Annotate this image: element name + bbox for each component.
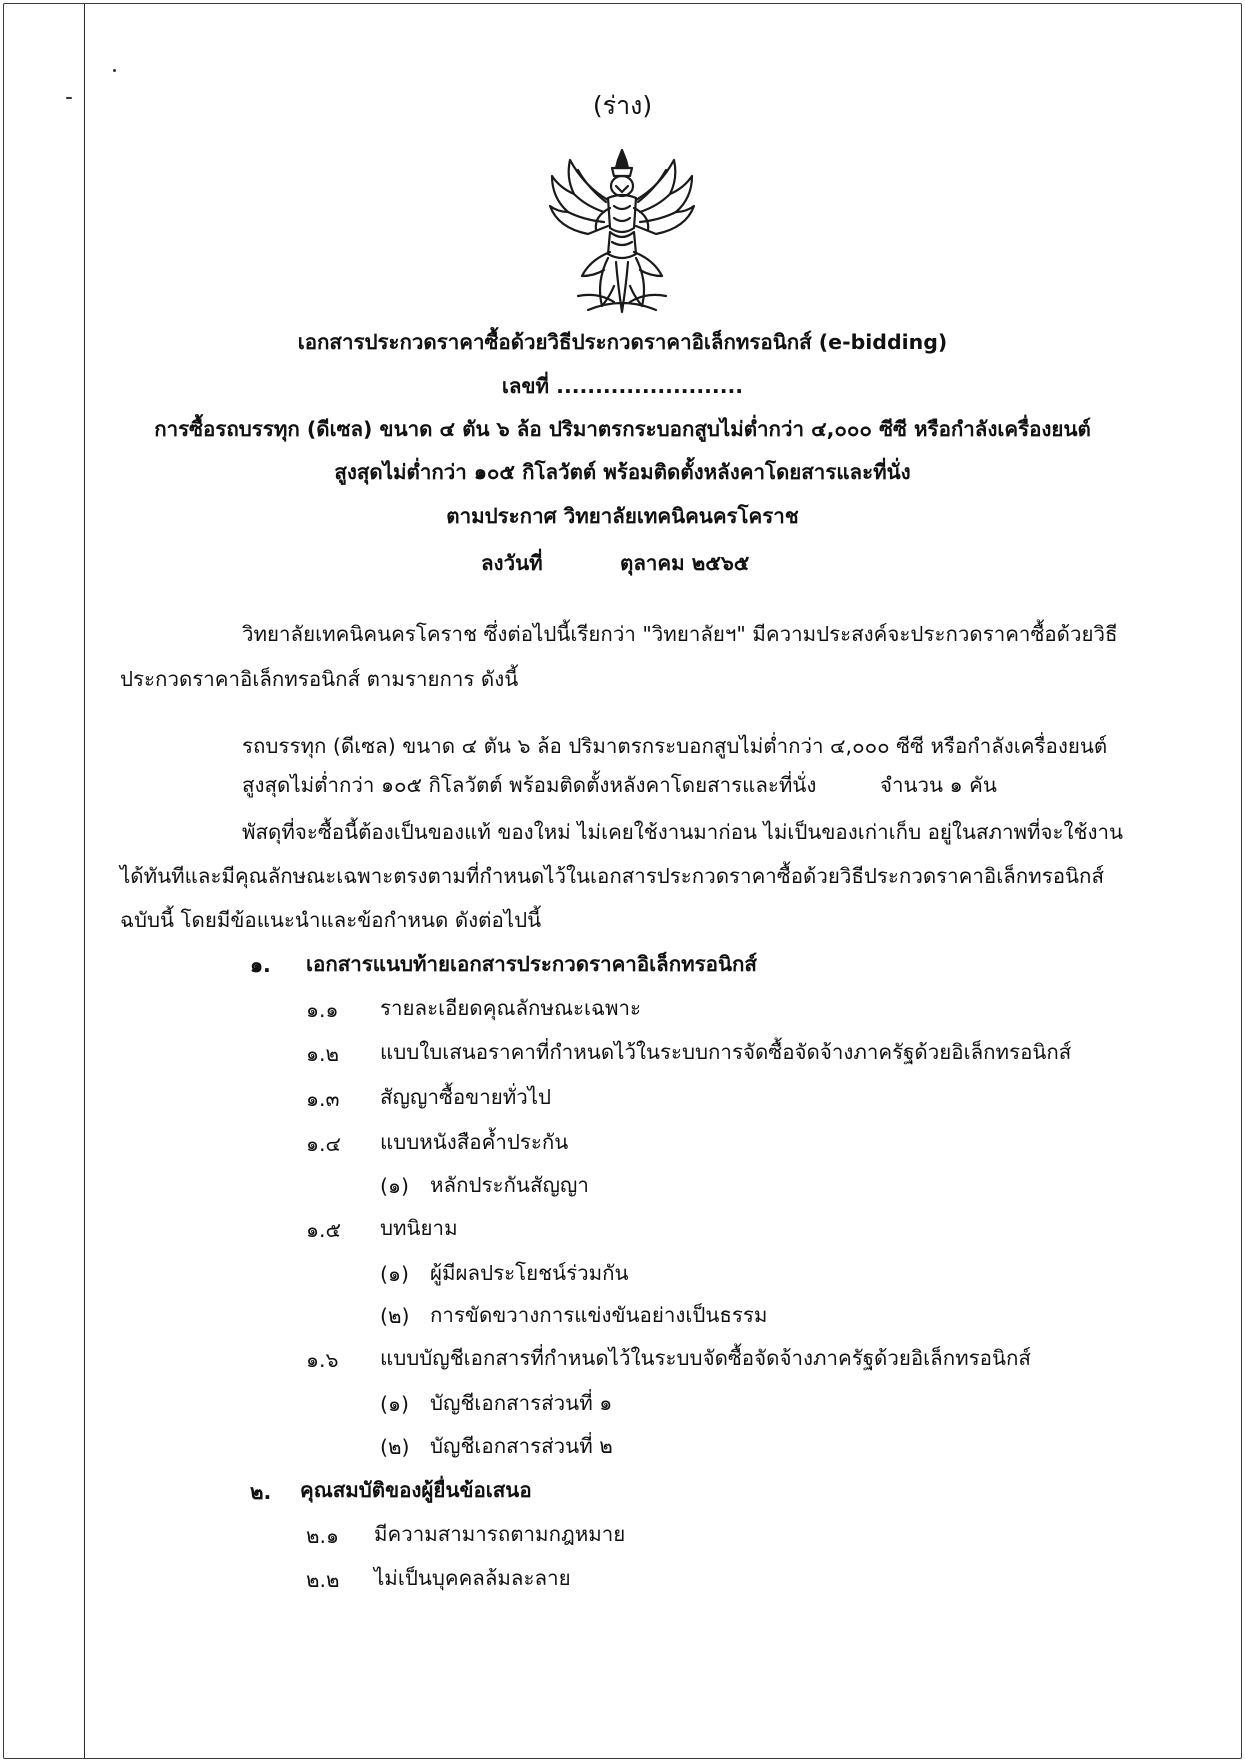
announcement-date: ตุลาคม ๒๕๖๕ <box>620 551 750 575</box>
document-title: เอกสารประกวดราคาซื้อด้วยวิธีประกวดราคาอิเล็กทรอนิกส์ (e-bidding) <box>297 330 948 354</box>
date-label: ลงวันที่ <box>481 551 543 575</box>
outline-number: (๑) <box>380 1174 410 1198</box>
item-description-line2: สูงสุดไม่ต่ำกว่า ๑๐๕ กิโลวัตต์ พร้อมติดตั้งหลังคาโดยสารและที่นั่ง <box>242 773 817 797</box>
outline-number: ๑. <box>250 953 271 977</box>
outline-item: สัญญาซื้อขายทั่วไป <box>380 1085 552 1109</box>
outline-subitem: บัญชีเอกสารส่วนที่ ๑ <box>430 1391 613 1415</box>
outline-item: แบบใบเสนอราคาที่กำหนดไว้ในระบบการจัดซื้อจัดจ้างภาครัฐด้วยอิเล็กทรอนิกส์ <box>380 1040 1072 1064</box>
garuda-emblem <box>538 146 706 320</box>
outline-number: ๒. <box>250 1480 272 1504</box>
margin-rule <box>84 4 85 1758</box>
outline-subitem: ผู้มีผลประโยชน์ร่วมกัน <box>430 1261 629 1285</box>
scan-speck <box>113 69 116 72</box>
intro-paragraph-line2: ประกวดราคาอิเล็กทรอนิกส์ ตามรายการ ดังนี้ <box>120 667 519 691</box>
announcement-reference: ตามประกาศ วิทยาลัยเทคนิคนครโคราช <box>446 504 799 528</box>
outline-item: แบบหนังสือค้ำประกัน <box>380 1130 569 1154</box>
item-quantity: จำนวน ๑ คัน <box>880 773 997 797</box>
outline-number: (๑) <box>380 1392 410 1416</box>
intro-paragraph-line1: วิทยาลัยเทคนิคนครโคราช ซึ่งต่อไปนี้เรียกว่า "วิทยาลัยฯ" มีความประสงค์จะประกวดราคาซื้อด้วยวิธี <box>242 622 1118 646</box>
procurement-subject-line1: การซื้อรถบรรทุก (ดีเซล) ขนาด ๔ ตัน ๖ ล้อ ปริมาตรกระบอกสูบไม่ต่ำกว่า ๔,๐๐๐ ซีซี หรือกำลังเครื่องยนต์ <box>154 417 1091 441</box>
outline-number: ๑.๒ <box>306 1042 340 1066</box>
outline-item: รายละเอียดคุณลักษณะเฉพาะ <box>380 996 642 1020</box>
outline-number: ๑.๕ <box>306 1218 342 1242</box>
outline-subitem: การขัดขวางการแข่งขันอย่างเป็นธรรม <box>430 1303 768 1327</box>
outline-number: ๒.๒ <box>306 1568 340 1592</box>
outline-number: (๒) <box>380 1304 410 1328</box>
procurement-subject-line2: สูงสุดไม่ต่ำกว่า ๑๐๕ กิโลวัตต์ พร้อมติดตั้งหลังคาโดยสารและที่นั่ง <box>334 460 911 484</box>
outline-number: ๑.๔ <box>306 1132 342 1156</box>
outline-number: ๑.๓ <box>306 1087 340 1111</box>
outline-number: (๒) <box>380 1435 410 1459</box>
outline-subitem: บัญชีเอกสารส่วนที่ ๒ <box>430 1434 613 1458</box>
conditions-paragraph-line1: พัสดุที่จะซื้อนี้ต้องเป็นของแท้ ของใหม่ ไม่เคยใช้งานมาก่อน ไม่เป็นของเก่าเก็บ อยู่ในสภาพที่จะใช้งาน <box>242 820 1123 844</box>
outline-heading: เอกสารแนบท้ายเอกสารประกวดราคาอิเล็กทรอนิกส์ <box>306 952 757 976</box>
conditions-paragraph-line3: ฉบับนี้ โดยมีข้อแนะนำและข้อกำหนด ดังต่อไปนี้ <box>120 908 542 932</box>
item-description-line1: รถบรรทุก (ดีเซล) ขนาด ๔ ตัน ๖ ล้อ ปริมาตรกระบอกสูบไม่ต่ำกว่า ๔,๐๐๐ ซีซี หรือกำลังเครื่องยนต์ <box>242 734 1108 758</box>
outline-item: มีความสามารถตามกฎหมาย <box>374 1522 626 1546</box>
outline-number: ๑.๖ <box>306 1348 339 1372</box>
outline-number: ๒.๑ <box>306 1524 340 1548</box>
outline-number: ๑.๑ <box>306 998 339 1022</box>
outline-heading: คุณสมบัติของผู้ยื่นข้อเสนอ <box>300 1478 532 1502</box>
outline-item: แบบบัญชีเอกสารที่กำหนดไว้ในระบบจัดซื้อจัดจ้างภาครัฐด้วยอิเล็กทรอนิกส์ <box>380 1346 1031 1370</box>
document-number: เลขที่ ........................ <box>501 374 744 398</box>
outline-subitem: หลักประกันสัญญา <box>430 1173 589 1197</box>
outline-number: (๑) <box>380 1262 410 1286</box>
outline-item: บทนิยาม <box>380 1216 458 1240</box>
draft-mark: (ร่าง) <box>592 91 653 120</box>
conditions-paragraph-line2: ได้ทันทีและมีคุณลักษณะเฉพาะตรงตามที่กำหนดไว้ในเอกสารประกวดราคาซื้อด้วยวิธีประกวดราคาอิเล็กทรอนิกส์ <box>120 864 1104 888</box>
outline-item: ไม่เป็นบุคคลล้มละลาย <box>374 1566 571 1590</box>
